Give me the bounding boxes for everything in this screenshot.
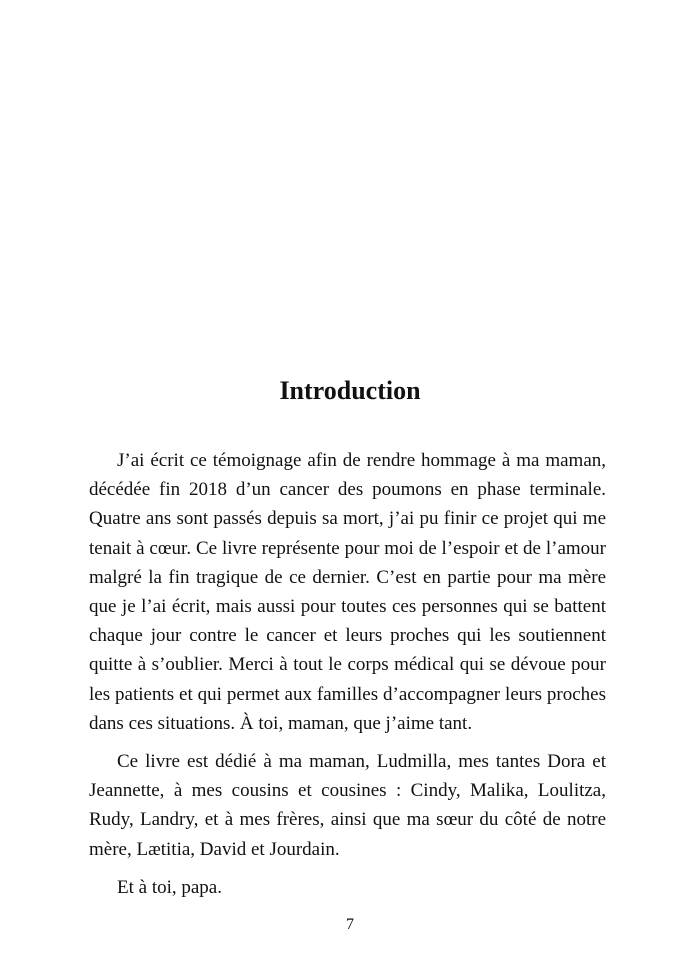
page-number: 7 (346, 916, 354, 933)
paragraph-father: Et à toi, papa. (117, 876, 222, 898)
paragraph-tribute: J’ai écrit ce témoignage afin de rendre hommage à ma maman, décédée fin 2018 d’un cancer des poumons en phase terminale. Quatre ans sont passés depuis sa mort, j’ai pu finir ce projet qui me tenait à cœur. Ce livre représente pour moi de l’espoir et de l’amour malgré la fin tragique de ce dernier. C’est en partie pour ma mère que je l’ai écrit, mais aussi pour toutes ces personnes qui se battent chaque jour contre le cancer et leurs proches qui les soutiennent quitte à s’oublier. Merci à tout le corps médical qui se dévoue pour les patients et qui permet aux familles d’accompagner leurs proches dans ces situations. À toi, maman, que j’aime tant. (89, 450, 606, 734)
chapter-body (89, 446, 606, 911)
chapter-title: Introduction (279, 376, 421, 405)
paragraph-dedication: Ce livre est dédié à ma maman, Ludmilla, mes tantes Dora et Jeannette, à mes cousins et cousines : Cindy, Malika, Loulitza, Rudy, Landry, et à mes frères, ainsi que ma sœur du côté de notre mère, Lætitia, David et Jourdain. (89, 751, 606, 860)
